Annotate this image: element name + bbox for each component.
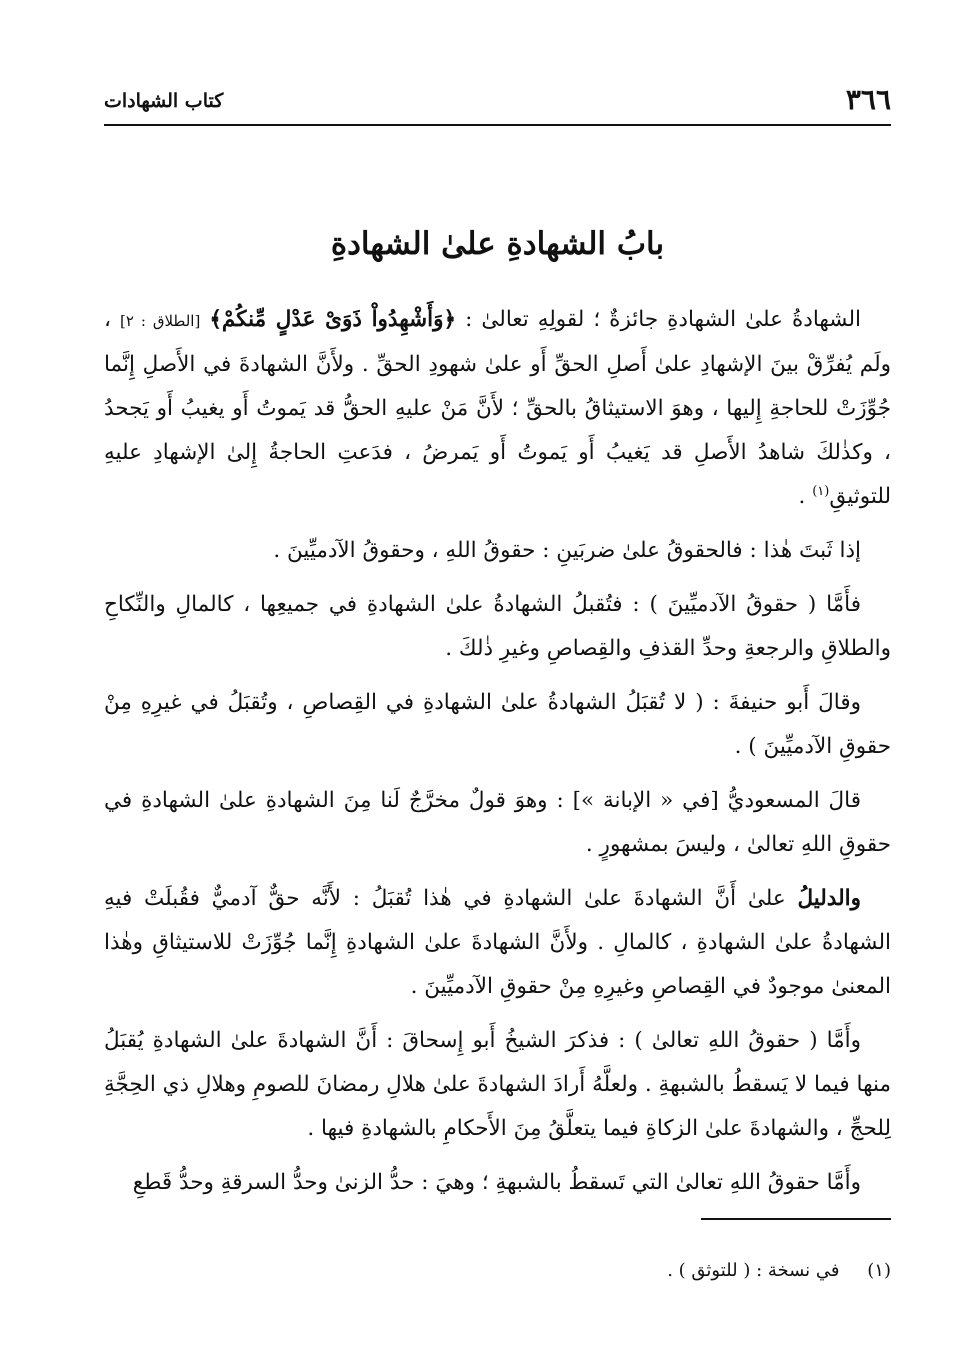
paragraph: [104, 298, 891, 519]
footnote-text: في نسخة : ( للتوثق ) .: [667, 1260, 840, 1281]
chapter-title: بابُ الشهادةِ علىٰ الشهادةِ: [330, 226, 665, 262]
paragraph: وقالَ أَبو حنيفةَ : ( لا تُقبَلُ الشهادةُ علىٰ الشهادةِ في القِصاصِ ، وتُقبَلُ في غيرِهِ مِنْ حقوقِ الآدميِّينَ ) .: [104, 690, 891, 759]
paragraph-text: علىٰ أَنَّ الشهادةَ علىٰ الشهادةِ في هٰذا تُقبَلُ : لأَنَّه حقٌّ آدميٌّ فقُبلَتْ فيهِ الشهادةُ علىٰ الشهادةِ ، كالمالِ . ولأَنَّ الشهادةَ علىٰ الشهادةِ إِنَّما جُوِّزَتْ للاستيثاقِ وهٰذا المعنىٰ موجودٌ في القِصاصِ وغيرِهِ مِنْ حقوقِ الآدميِّينَ .: [104, 886, 891, 999]
body-text: [104, 298, 891, 1215]
paragraph: وأَمَّا ( حقوقُ اللهِ تعالىٰ ) : فذكرَ الشيخُ أَبو إِسحاقَ : أَنَّ الشهادةَ علىٰ الشهادةِ يُقبَلُ منها فيما لا يَسقطُ بالشبهةِ . ولعلَّهُ أَرادَ الشهادةَ علىٰ هلالِ رمضانَ للصومِ وهلالِ ذي الحِجَّةِ لِلحجِّ ، والشهادةَ علىٰ الزكاةِ فيما يتعلَّقُ مِنَ الأَحكامِ بالشهادةِ فيها .: [104, 1028, 891, 1141]
footnote-number: (١): [867, 1260, 891, 1281]
page-number: ٣٦٦: [845, 83, 891, 116]
footnote-rule: [701, 1218, 891, 1220]
paragraph: قالَ المسعوديُّ [في « الإبانة »] : وهوَ قولٌ مخرَّجٌ لَنا مِنَ الشهادةِ علىٰ الشهادةِ في حقوقِ اللهِ تعالىٰ ، وليسَ بمشهورٍ .: [104, 788, 891, 857]
footnote-reference: (١): [812, 483, 830, 499]
verse-citation: [الطلاق : ٢]: [119, 312, 201, 330]
paragraph: [104, 877, 891, 1009]
running-title: كتاب الشهادات: [104, 90, 224, 112]
footnote: [104, 1254, 891, 1288]
paragraph-text: الشهادةُ علىٰ الشهادةِ جائزةٌ ؛ لقولِهِ تعالىٰ :: [465, 307, 862, 332]
header-rule: [104, 124, 891, 126]
paragraph: فأَمَّا ( حقوقُ الآدميِّينَ ) : فتُقبلُ الشهادةُ علىٰ الشهادةِ في جميعِها ، كالمالِ والنِّكاحِ والطلاقِ والرجعةِ وحدِّ القذفِ والقِصاصِ وغيرِ ذٰلكَ .: [104, 592, 891, 661]
paragraph-text: .: [798, 484, 806, 509]
paragraph-lead: والدليلُ: [797, 886, 861, 911]
page-header: [104, 82, 891, 118]
footnotes: [104, 1254, 891, 1288]
paragraph: إذا ثَبتَ هٰذا : فالحقوقُ علىٰ ضربَينِ : حقوقُ اللهِ ، وحقوقُ الآدميِّينَ .: [273, 538, 861, 563]
paragraph: وأَمَّا حقوقُ اللهِ تعالىٰ التي تَسقطُ بالشبهةِ ؛ وهيَ : حدُّ الزنىٰ وحدُّ السرقةِ وحدُّ قَطعِ: [132, 1170, 861, 1195]
quran-verse: ﴿وَأَشْهِدُواْ ذَوَىْ عَدْلٍ مِّنكُمْ﴾: [209, 307, 457, 332]
paragraph-text: ، ولَم يُفرِّقْ بينَ الإشهادِ علىٰ أَصلِ الحقِّ أَو علىٰ شهودِ الحقِّ . ولأَنَّ الشهادةَ في الأَصلِ إِنَّما جُوِّزَتْ للحاجةِ إِليها ، وهوَ الاستيثاقُ بالحقِّ ؛ لأَنَّ مَنْ عليهِ الحقُّ قد يَموتُ أَو يغيبُ أَو يَجحدُ ، وكذٰلكَ شاهدُ الأَصلِ قد يَغيبُ أَو يَموتُ أَو يَمرضُ ، فدَعتِ الحاجةُ إِلىٰ الإشهادِ عليهِ للتوثيقِ: [104, 307, 891, 509]
